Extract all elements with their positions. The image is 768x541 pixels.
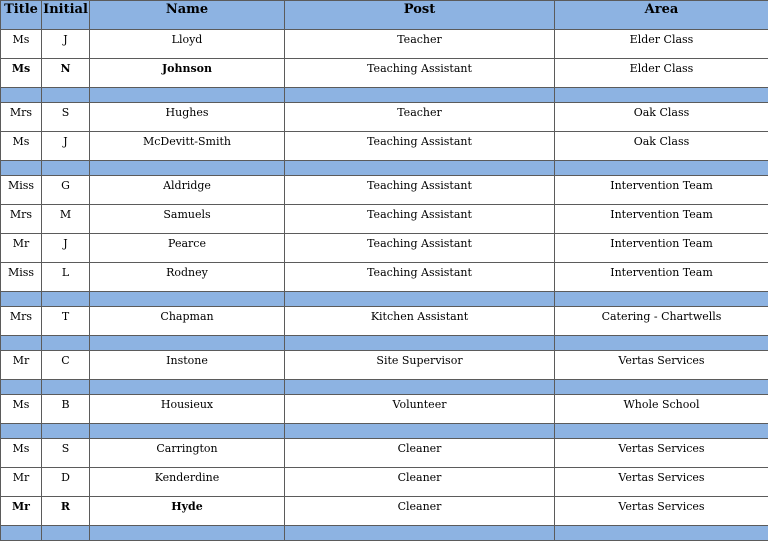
cell-initial: D bbox=[42, 468, 90, 497]
header-area: Area bbox=[555, 1, 768, 30]
cell-post: Teacher bbox=[285, 103, 555, 132]
cell-post: Cleaner bbox=[285, 468, 555, 497]
table-body bbox=[1, 30, 768, 541]
spacer-row bbox=[1, 380, 768, 395]
spacer-row bbox=[1, 336, 768, 351]
cell-post: Teacher bbox=[285, 30, 555, 59]
cell-area: Intervention Team bbox=[555, 176, 768, 205]
spacer-cell bbox=[285, 424, 555, 439]
cell-post: Teaching Assistant bbox=[285, 205, 555, 234]
spacer-cell bbox=[555, 380, 768, 395]
cell-initial: B bbox=[42, 395, 90, 424]
cell-area: Intervention Team bbox=[555, 205, 768, 234]
spacer-cell bbox=[555, 424, 768, 439]
cell-name: Housieux bbox=[90, 395, 285, 424]
spacer-cell bbox=[42, 161, 90, 176]
cell-post: Teaching Assistant bbox=[285, 176, 555, 205]
cell-title: Mrs bbox=[1, 103, 42, 132]
cell-title: Mrs bbox=[1, 205, 42, 234]
spacer-cell bbox=[1, 380, 42, 395]
spacer-cell bbox=[90, 424, 285, 439]
cell-initial: S bbox=[42, 103, 90, 132]
table-row bbox=[1, 497, 768, 526]
cell-name: Carrington bbox=[90, 439, 285, 468]
spacer-row bbox=[1, 292, 768, 307]
table-row bbox=[1, 132, 768, 161]
cell-title: Ms bbox=[1, 132, 42, 161]
cell-post: Cleaner bbox=[285, 497, 555, 526]
header-row bbox=[1, 1, 768, 30]
cell-name: Lloyd bbox=[90, 30, 285, 59]
cell-area: Vertas Services bbox=[555, 497, 768, 526]
spacer-row bbox=[1, 424, 768, 439]
table-row bbox=[1, 395, 768, 424]
table-row bbox=[1, 468, 768, 497]
spacer-row bbox=[1, 161, 768, 176]
cell-initial: J bbox=[42, 132, 90, 161]
header-name: Name bbox=[90, 1, 285, 30]
cell-title: Mr bbox=[1, 234, 42, 263]
spacer-cell bbox=[1, 526, 42, 541]
cell-title: Miss bbox=[1, 176, 42, 205]
spacer-cell bbox=[42, 380, 90, 395]
cell-name: Instone bbox=[90, 351, 285, 380]
spacer-cell bbox=[42, 292, 90, 307]
cell-title: Ms bbox=[1, 439, 42, 468]
spacer-cell bbox=[90, 526, 285, 541]
cell-title: Ms bbox=[1, 30, 42, 59]
cell-title: Mr bbox=[1, 497, 42, 526]
cell-initial: J bbox=[42, 234, 90, 263]
cell-area: Intervention Team bbox=[555, 234, 768, 263]
spacer-cell bbox=[285, 380, 555, 395]
spacer-cell bbox=[90, 292, 285, 307]
cell-title: Ms bbox=[1, 59, 42, 88]
spacer-cell bbox=[555, 336, 768, 351]
cell-initial: T bbox=[42, 307, 90, 336]
cell-initial: G bbox=[42, 176, 90, 205]
spacer-cell bbox=[42, 88, 90, 103]
spacer-cell bbox=[90, 161, 285, 176]
cell-post: Site Supervisor bbox=[285, 351, 555, 380]
table-row bbox=[1, 176, 768, 205]
spacer-row bbox=[1, 526, 768, 541]
cell-name: Samuels bbox=[90, 205, 285, 234]
cell-area: Oak Class bbox=[555, 132, 768, 161]
spacer-cell bbox=[285, 292, 555, 307]
spacer-cell bbox=[285, 526, 555, 541]
spacer-cell bbox=[555, 526, 768, 541]
table-row bbox=[1, 30, 768, 59]
cell-post: Teaching Assistant bbox=[285, 59, 555, 88]
spacer-cell bbox=[1, 336, 42, 351]
spacer-cell bbox=[1, 292, 42, 307]
cell-initial: R bbox=[42, 497, 90, 526]
spacer-cell bbox=[90, 380, 285, 395]
spacer-cell bbox=[90, 88, 285, 103]
cell-name: Rodney bbox=[90, 263, 285, 292]
cell-initial: L bbox=[42, 263, 90, 292]
table-row bbox=[1, 263, 768, 292]
spacer-cell bbox=[42, 424, 90, 439]
spacer-row bbox=[1, 88, 768, 103]
table-row bbox=[1, 307, 768, 336]
cell-name: Hughes bbox=[90, 103, 285, 132]
spacer-cell bbox=[285, 161, 555, 176]
cell-post: Teaching Assistant bbox=[285, 132, 555, 161]
cell-title: Mrs bbox=[1, 307, 42, 336]
cell-name: Johnson bbox=[90, 59, 285, 88]
spacer-cell bbox=[1, 88, 42, 103]
cell-title: Mr bbox=[1, 351, 42, 380]
header-title: Title bbox=[1, 1, 42, 30]
table-row bbox=[1, 439, 768, 468]
cell-area: Oak Class bbox=[555, 103, 768, 132]
cell-name: McDevitt-Smith bbox=[90, 132, 285, 161]
spacer-cell bbox=[1, 161, 42, 176]
cell-name: Aldridge bbox=[90, 176, 285, 205]
cell-title: Mr bbox=[1, 468, 42, 497]
table-row bbox=[1, 103, 768, 132]
cell-area: Intervention Team bbox=[555, 263, 768, 292]
cell-title: Ms bbox=[1, 395, 42, 424]
table-row bbox=[1, 59, 768, 88]
spacer-cell bbox=[1, 424, 42, 439]
cell-post: Cleaner bbox=[285, 439, 555, 468]
spacer-cell bbox=[555, 292, 768, 307]
table-row bbox=[1, 205, 768, 234]
cell-initial: M bbox=[42, 205, 90, 234]
header-post: Post bbox=[285, 1, 555, 30]
cell-post: Volunteer bbox=[285, 395, 555, 424]
table-row bbox=[1, 351, 768, 380]
spacer-cell bbox=[555, 161, 768, 176]
table-row bbox=[1, 234, 768, 263]
cell-initial: J bbox=[42, 30, 90, 59]
cell-area: Whole School bbox=[555, 395, 768, 424]
cell-initial: N bbox=[42, 59, 90, 88]
cell-area: Vertas Services bbox=[555, 351, 768, 380]
cell-name: Chapman bbox=[90, 307, 285, 336]
cell-area: Vertas Services bbox=[555, 468, 768, 497]
cell-initial: S bbox=[42, 439, 90, 468]
cell-name: Pearce bbox=[90, 234, 285, 263]
spacer-cell bbox=[285, 336, 555, 351]
spacer-cell bbox=[42, 336, 90, 351]
spacer-cell bbox=[285, 88, 555, 103]
cell-name: Kenderdine bbox=[90, 468, 285, 497]
cell-post: Teaching Assistant bbox=[285, 234, 555, 263]
cell-post: Teaching Assistant bbox=[285, 263, 555, 292]
spacer-cell bbox=[90, 336, 285, 351]
spacer-cell bbox=[42, 526, 90, 541]
spacer-cell bbox=[555, 88, 768, 103]
header-initial: Initial bbox=[42, 1, 90, 30]
cell-area: Vertas Services bbox=[555, 439, 768, 468]
cell-title: Miss bbox=[1, 263, 42, 292]
cell-area: Elder Class bbox=[555, 30, 768, 59]
cell-area: Elder Class bbox=[555, 59, 768, 88]
cell-post: Kitchen Assistant bbox=[285, 307, 555, 336]
cell-area: Catering - Chartwells bbox=[555, 307, 768, 336]
table-header bbox=[1, 1, 768, 30]
cell-name: Hyde bbox=[90, 497, 285, 526]
cell-initial: C bbox=[42, 351, 90, 380]
